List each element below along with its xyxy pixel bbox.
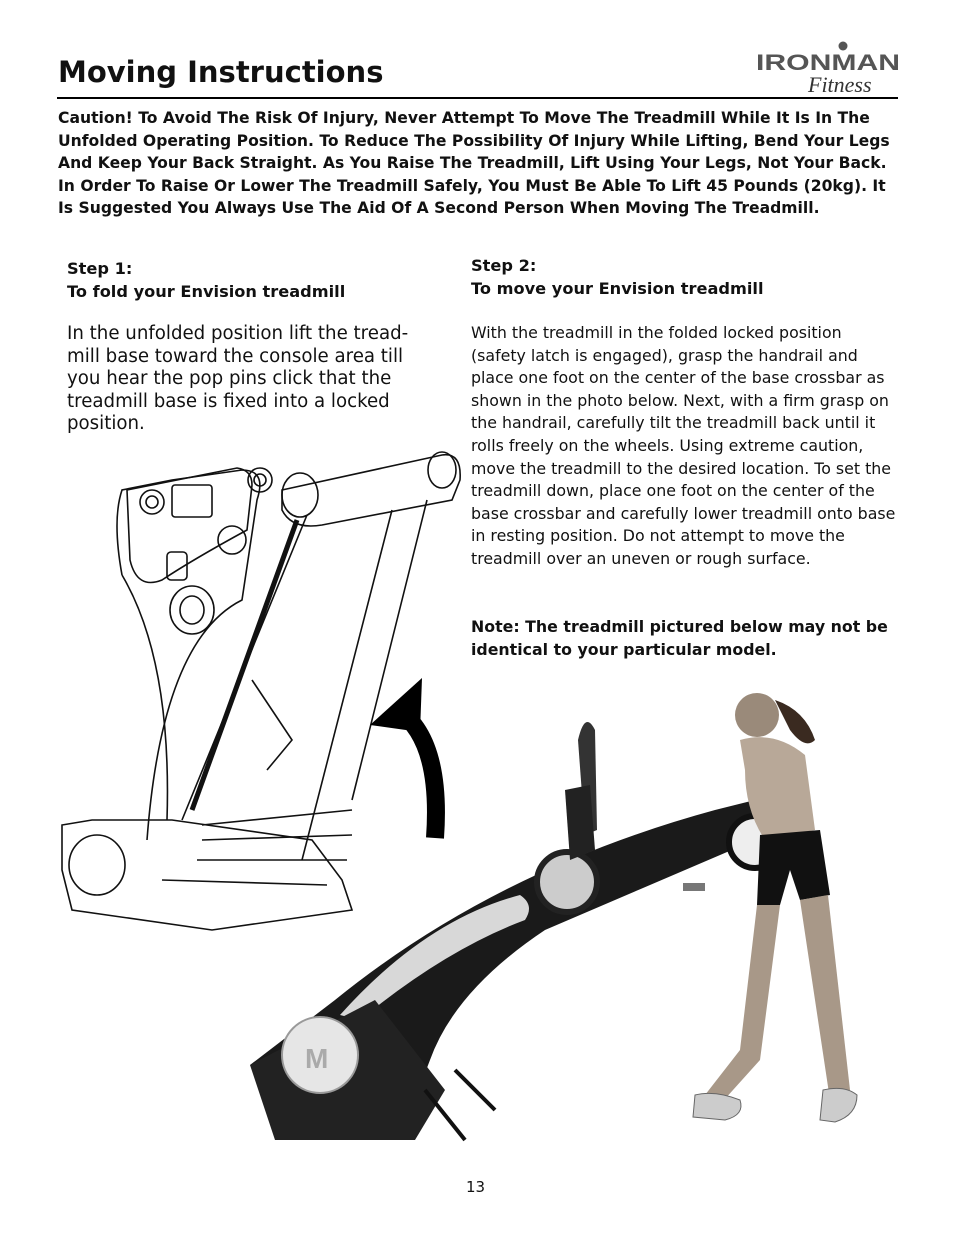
step1-text: In the unfolded position lift the tread-mill base toward the console area till you hear the pop pins click that the treadmill base is fixed into a locked position. xyxy=(67,323,409,435)
page-title: Moving Instructions xyxy=(58,55,384,89)
caution-paragraph: Caution! To Avoid The Risk Of Injury, Never Attempt To Move The Treadmill While It Is In The Unfolded Operating Position. To Reduce The Possibility Of Injury While Lifting, Bend Your Legs And Keep Your Back Straight. As You Raise The Treadmill, Lift Using Your Legs, Not Your Back. In Order To Raise Or Lower The Treadmill Safely, You Must Be Able To Lift 45 Pounds (20kg). It Is Suggested You Always Use The Aid Of A Second Person When Moving The Treadmill. xyxy=(58,109,890,218)
step1-label: Step 1: xyxy=(67,259,133,278)
svg-text:IRONMAN: IRONMAN xyxy=(756,50,900,75)
step2-heading: To move your Envision treadmill xyxy=(471,279,764,298)
step2-text: With the treadmill in the folded locked position (safety latch is engaged), grasp the handrail and place one foot on the center of the base crossbar as shown in the photo below. Next, with a firm grasp on the handrail, carefully tilt the treadmill back until it rolls freely on the wheels. Using extreme caution, move the treadmill to the desired location. To set the treadmill down, place one foot on the center of the base crossbar and carefully lower treadmill onto base in resting position. Do not attempt to move the treadmill over an uneven or rough surface. xyxy=(471,323,896,568)
step2-label: Step 2: xyxy=(471,256,537,275)
svg-text:M: M xyxy=(305,1043,329,1074)
step2-note: Note: The treadmill pictured below may not be identical to your particular model. xyxy=(471,617,888,659)
ironman-fitness-logo xyxy=(756,40,902,98)
step1-heading: To fold your Envision treadmill xyxy=(67,282,346,301)
step1-header xyxy=(67,257,345,303)
page-number: 13 xyxy=(466,1178,486,1196)
moving-treadmill-photo xyxy=(245,670,905,1165)
step2-header xyxy=(471,254,764,300)
title-rule xyxy=(57,97,898,99)
svg-text:Fitness: Fitness xyxy=(808,72,872,97)
